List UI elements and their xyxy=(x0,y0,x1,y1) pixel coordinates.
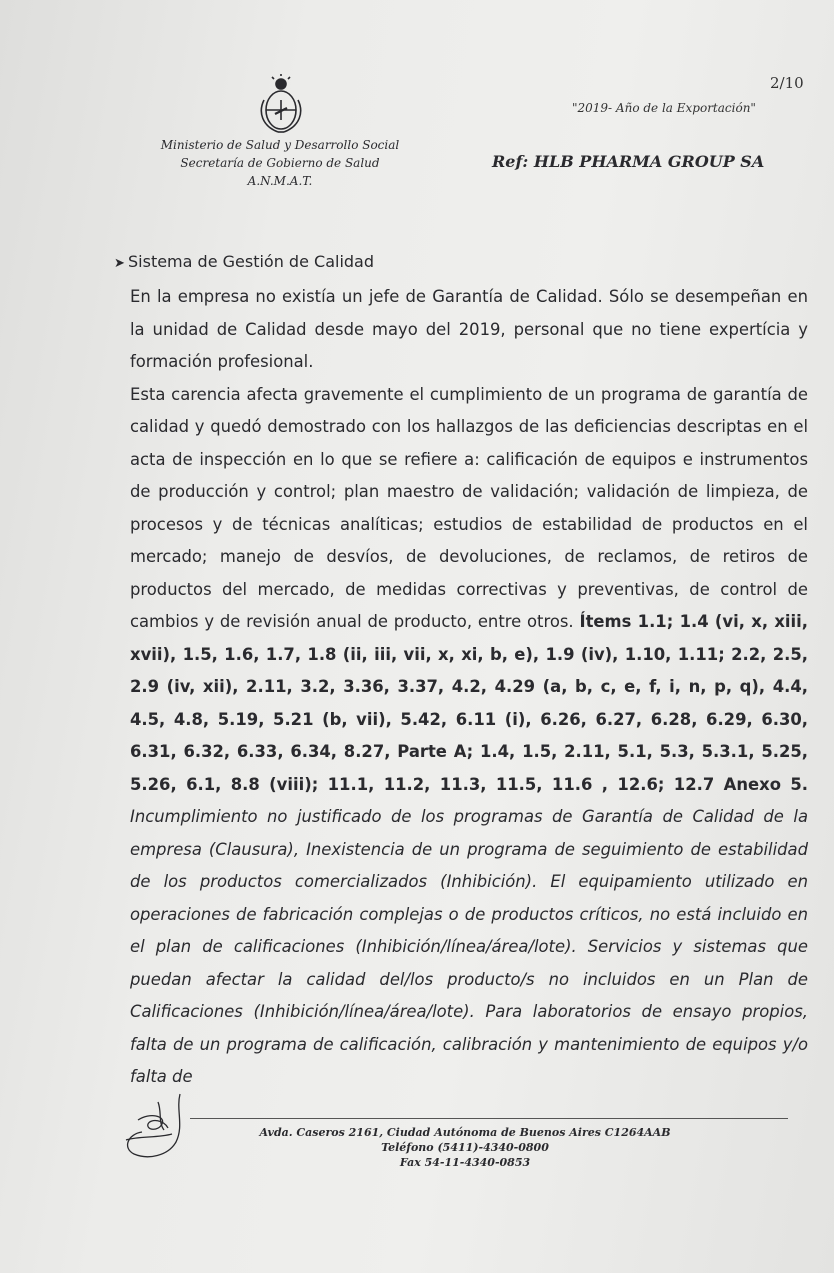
consequences-text: Incumplimiento no justificado de los programas de Garantía de Calidad de la empresa (Clausura), Inexistencia de un programa de seguimiento de estabilidad de los productos comercializados (Inhibición). El equipamiento utilizado en operaciones de fabricación complejas o de productos críticos, no está incluido en el plan de calificaciones (Inhibición/línea/área/lote). Servicios y sistemas que puedan afectar la calidad del/los producto/s no incluidos en un Plan de Calificaciones (Inhibición/línea/área/lote). Para laboratorios de ensayo propios, falta de un programa de calificación, calibración y mantenimiento de equipos y/o falta de xyxy=(130,807,808,1086)
arrow-bullet-icon: ➤ xyxy=(114,256,125,271)
reference-line: Ref: HLB PHARMA GROUP SA xyxy=(492,152,765,171)
ministry-name: Ministerio de Salud y Desarrollo Social xyxy=(160,138,400,152)
year-motto: "2019- Año de la Exportación" xyxy=(572,101,756,115)
page-number: 2/10 xyxy=(770,74,804,92)
items-list: Ítems 1.1; 1.4 (vi, x, xiii, xvii), 1.5, 1.6, 1.7, 1.8 (ii, iii, vii, x, xi, b, e), 1.9 (iv), 1.10, 1.11; 2.2, 2.5, 2.9 (iv, xii), 2.11, 3.2, 3.36, 3.37, 4.2, 4.29 (a, b, c, e, f, i, n, p, q), 4.4, 4.5, 4.8, 5.19, 5.21 (b, vii), 5.42, 6.11 (i), 6.26, 6.27, 6.28, 6.29, 6.30, 6.31, 6.32, 6.33, 6.34, 8.27, Parte A; 1.4, 1.5, 2.11, 5.1, 5.3, 5.3.1, 5.25, 5.26, 6.1, 8.8 (viii); 11.1, 11.2, 11.3, 11.5, 11.6 , 12.6; 12.7 Anexo 5. xyxy=(130,612,809,794)
section-heading xyxy=(114,252,374,271)
body-text xyxy=(130,281,808,1094)
footer-fax: Fax 54-11-4340-0853 xyxy=(399,1156,531,1169)
secretariat-name: Secretaría de Gobierno de Salud xyxy=(180,156,380,170)
footer-phone: Teléfono (5411)-4340-0800 xyxy=(381,1141,549,1154)
section-title: Sistema de Gestión de Calidad xyxy=(128,252,374,271)
footer-contact xyxy=(190,1125,740,1170)
ministry-letterhead xyxy=(150,136,410,190)
footer-divider xyxy=(190,1118,788,1119)
paragraph-1: En la empresa no existía un jefe de Garantía de Calidad. Sólo se desempeñan en la unidad de Calidad desde mayo del 2019, personal que no tiene expertícia y formación profesional. xyxy=(130,287,808,371)
footer-address: Avda. Caseros 2161, Ciudad Autónoma de Buenos Aires C1264AAB xyxy=(259,1126,671,1139)
paragraph-2-intro: Esta carencia afecta gravemente el cumplimiento de un programa de garantía de calidad y quedó demostrado con los hallazgos de las deficiencias descriptas en el acta de inspección en lo que se refiere a: calificación de equipos e instrumentos de producción y control; plan maestro de validación; validación de limpieza, de procesos y de técnicas analíticas; estudios de estabilidad de productos en el mercado; manejo de desvíos, de devoluciones, de reclamos, de retiros de productos del mercado, de medidas correctivas y preventivas, de control de cambios y de revisión anual de producto, entre otros. xyxy=(130,384,808,631)
agency-name: A.N.M.A.T. xyxy=(247,174,313,188)
national-coat-of-arms-icon xyxy=(256,74,306,138)
paragraph-2 xyxy=(130,379,808,1094)
